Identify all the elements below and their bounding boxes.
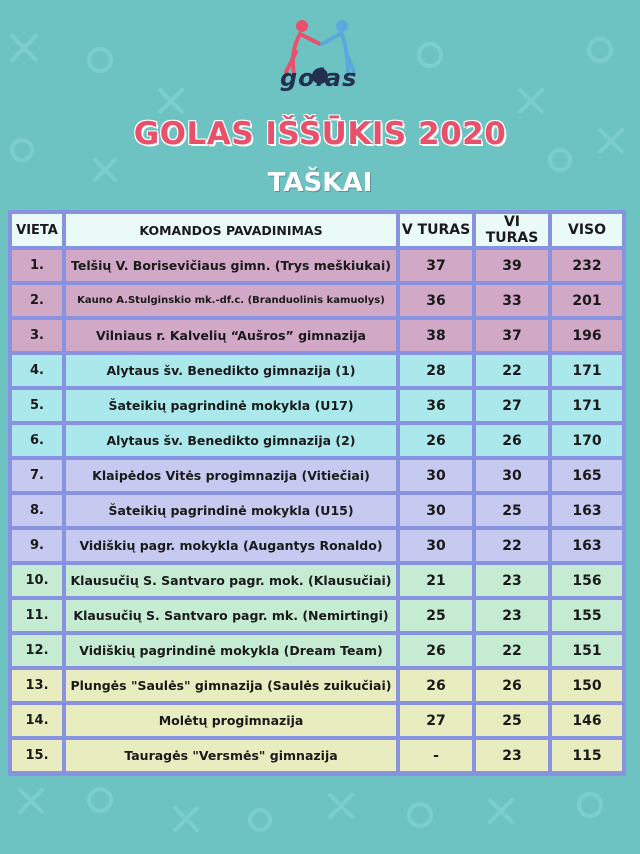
row-round-v: 25 <box>400 600 476 631</box>
row-round-v: 27 <box>400 705 476 736</box>
row-total: 171 <box>552 390 622 421</box>
row-team-name: Klausučių S. Santvaro pagr. mok. (Klausučiai) <box>66 565 400 596</box>
row-total: 163 <box>552 495 622 526</box>
row-round-vi: 30 <box>476 460 552 491</box>
row-round-v: 30 <box>400 530 476 561</box>
table-row <box>12 600 622 631</box>
table-row <box>12 740 622 771</box>
table-row <box>12 635 622 666</box>
page-subtitle: TAŠKAI <box>267 168 373 198</box>
row-round-v: 30 <box>400 495 476 526</box>
row-round-vi: 23 <box>476 740 552 771</box>
row-round-v: 36 <box>400 390 476 421</box>
row-round-vi: 27 <box>476 390 552 421</box>
table-row <box>12 320 622 351</box>
row-total: 170 <box>552 425 622 456</box>
row-place: 10. <box>12 565 66 596</box>
row-round-vi: 25 <box>476 495 552 526</box>
row-team-name: Tauragės "Versmės" gimnazija <box>66 740 400 771</box>
row-round-v: 36 <box>400 285 476 316</box>
row-round-vi: 26 <box>476 425 552 456</box>
header-place: VIETA <box>12 214 66 246</box>
row-total: 115 <box>552 740 622 771</box>
row-total: 165 <box>552 460 622 491</box>
row-team-name: Šateikių pagrindinė mokykla (U17) <box>66 390 400 421</box>
row-team-name: Alytaus šv. Benedikto gimnazija (1) <box>66 355 400 386</box>
header-team: KOMANDOS PAVADINIMAS <box>66 214 400 246</box>
row-place: 15. <box>12 740 66 771</box>
row-round-vi: 25 <box>476 705 552 736</box>
row-round-v: 28 <box>400 355 476 386</box>
table-row <box>12 425 622 456</box>
row-round-vi: 23 <box>476 565 552 596</box>
table-row <box>12 355 622 386</box>
row-round-vi: 22 <box>476 635 552 666</box>
row-round-v: 26 <box>400 670 476 701</box>
row-place: 12. <box>12 635 66 666</box>
row-place: 14. <box>12 705 66 736</box>
row-round-vi: 22 <box>476 355 552 386</box>
row-team-name: Telšių V. Borisevičiaus gimn. (Trys meškiukai) <box>66 250 400 281</box>
row-team-name: Plungės "Saulės" gimnazija (Saulės zuikučiai) <box>66 670 400 701</box>
table-row <box>12 670 622 701</box>
row-team-name: Vidiškių pagrindinė mokykla (Dream Team) <box>66 635 400 666</box>
row-place: 3. <box>12 320 66 351</box>
row-round-v: 37 <box>400 250 476 281</box>
row-team-name: Kauno A.Stulginskio mk.-df.c. (Branduolinis kamuolys) <box>66 285 400 316</box>
row-total: 196 <box>552 320 622 351</box>
table-row <box>12 495 622 526</box>
row-team-name: Šateikių pagrindinė mokykla (U15) <box>66 495 400 526</box>
row-round-v: 30 <box>400 460 476 491</box>
table-row <box>12 250 622 281</box>
table-row <box>12 285 622 316</box>
table-header-row <box>12 214 622 246</box>
table-row <box>12 530 622 561</box>
row-total: 150 <box>552 670 622 701</box>
row-round-v: 38 <box>400 320 476 351</box>
row-place: 5. <box>12 390 66 421</box>
row-total: 146 <box>552 705 622 736</box>
row-place: 11. <box>12 600 66 631</box>
table-row <box>12 565 622 596</box>
header-total: VISO <box>552 214 622 246</box>
row-place: 8. <box>12 495 66 526</box>
row-place: 7. <box>12 460 66 491</box>
row-team-name: Klausučių S. Santvaro pagr. mk. (Nemirtingi) <box>66 600 400 631</box>
row-team-name: Molėtų progimnazija <box>66 705 400 736</box>
header-round-v: V TURAS <box>400 214 476 246</box>
row-total: 155 <box>552 600 622 631</box>
row-total: 163 <box>552 530 622 561</box>
row-place: 6. <box>12 425 66 456</box>
row-total: 201 <box>552 285 622 316</box>
page-title: GOLAS IŠŠŪKIS 2020 <box>133 116 507 152</box>
row-place: 9. <box>12 530 66 561</box>
row-team-name: Vidiškių pagr. mokykla (Augantys Ronaldo) <box>66 530 400 561</box>
row-round-vi: 37 <box>476 320 552 351</box>
row-place: 4. <box>12 355 66 386</box>
row-team-name: Vilniaus r. Kalvelių “Aušros” gimnazija <box>66 320 400 351</box>
row-round-vi: 26 <box>476 670 552 701</box>
row-total: 232 <box>552 250 622 281</box>
row-round-v: 26 <box>400 425 476 456</box>
logo-text: golas <box>280 64 358 92</box>
row-round-vi: 39 <box>476 250 552 281</box>
table-row <box>12 460 622 491</box>
table-row <box>12 390 622 421</box>
row-round-v: 21 <box>400 565 476 596</box>
row-team-name: Alytaus šv. Benedikto gimnazija (2) <box>66 425 400 456</box>
row-total: 151 <box>552 635 622 666</box>
table-row <box>12 705 622 736</box>
row-place: 1. <box>12 250 66 281</box>
row-round-vi: 23 <box>476 600 552 631</box>
row-round-v: 26 <box>400 635 476 666</box>
row-round-vi: 33 <box>476 285 552 316</box>
player-left-head-icon <box>296 20 308 32</box>
row-place: 13. <box>12 670 66 701</box>
row-total: 156 <box>552 565 622 596</box>
row-round-vi: 22 <box>476 530 552 561</box>
row-place: 2. <box>12 285 66 316</box>
player-right-head-icon <box>336 20 348 32</box>
row-total: 171 <box>552 355 622 386</box>
row-team-name: Klaipėdos Vitės progimnazija (Vitiečiai) <box>66 460 400 491</box>
header-round-vi: VI TURAS <box>476 214 552 246</box>
results-table <box>12 210 622 775</box>
row-round-v: - <box>400 740 476 771</box>
